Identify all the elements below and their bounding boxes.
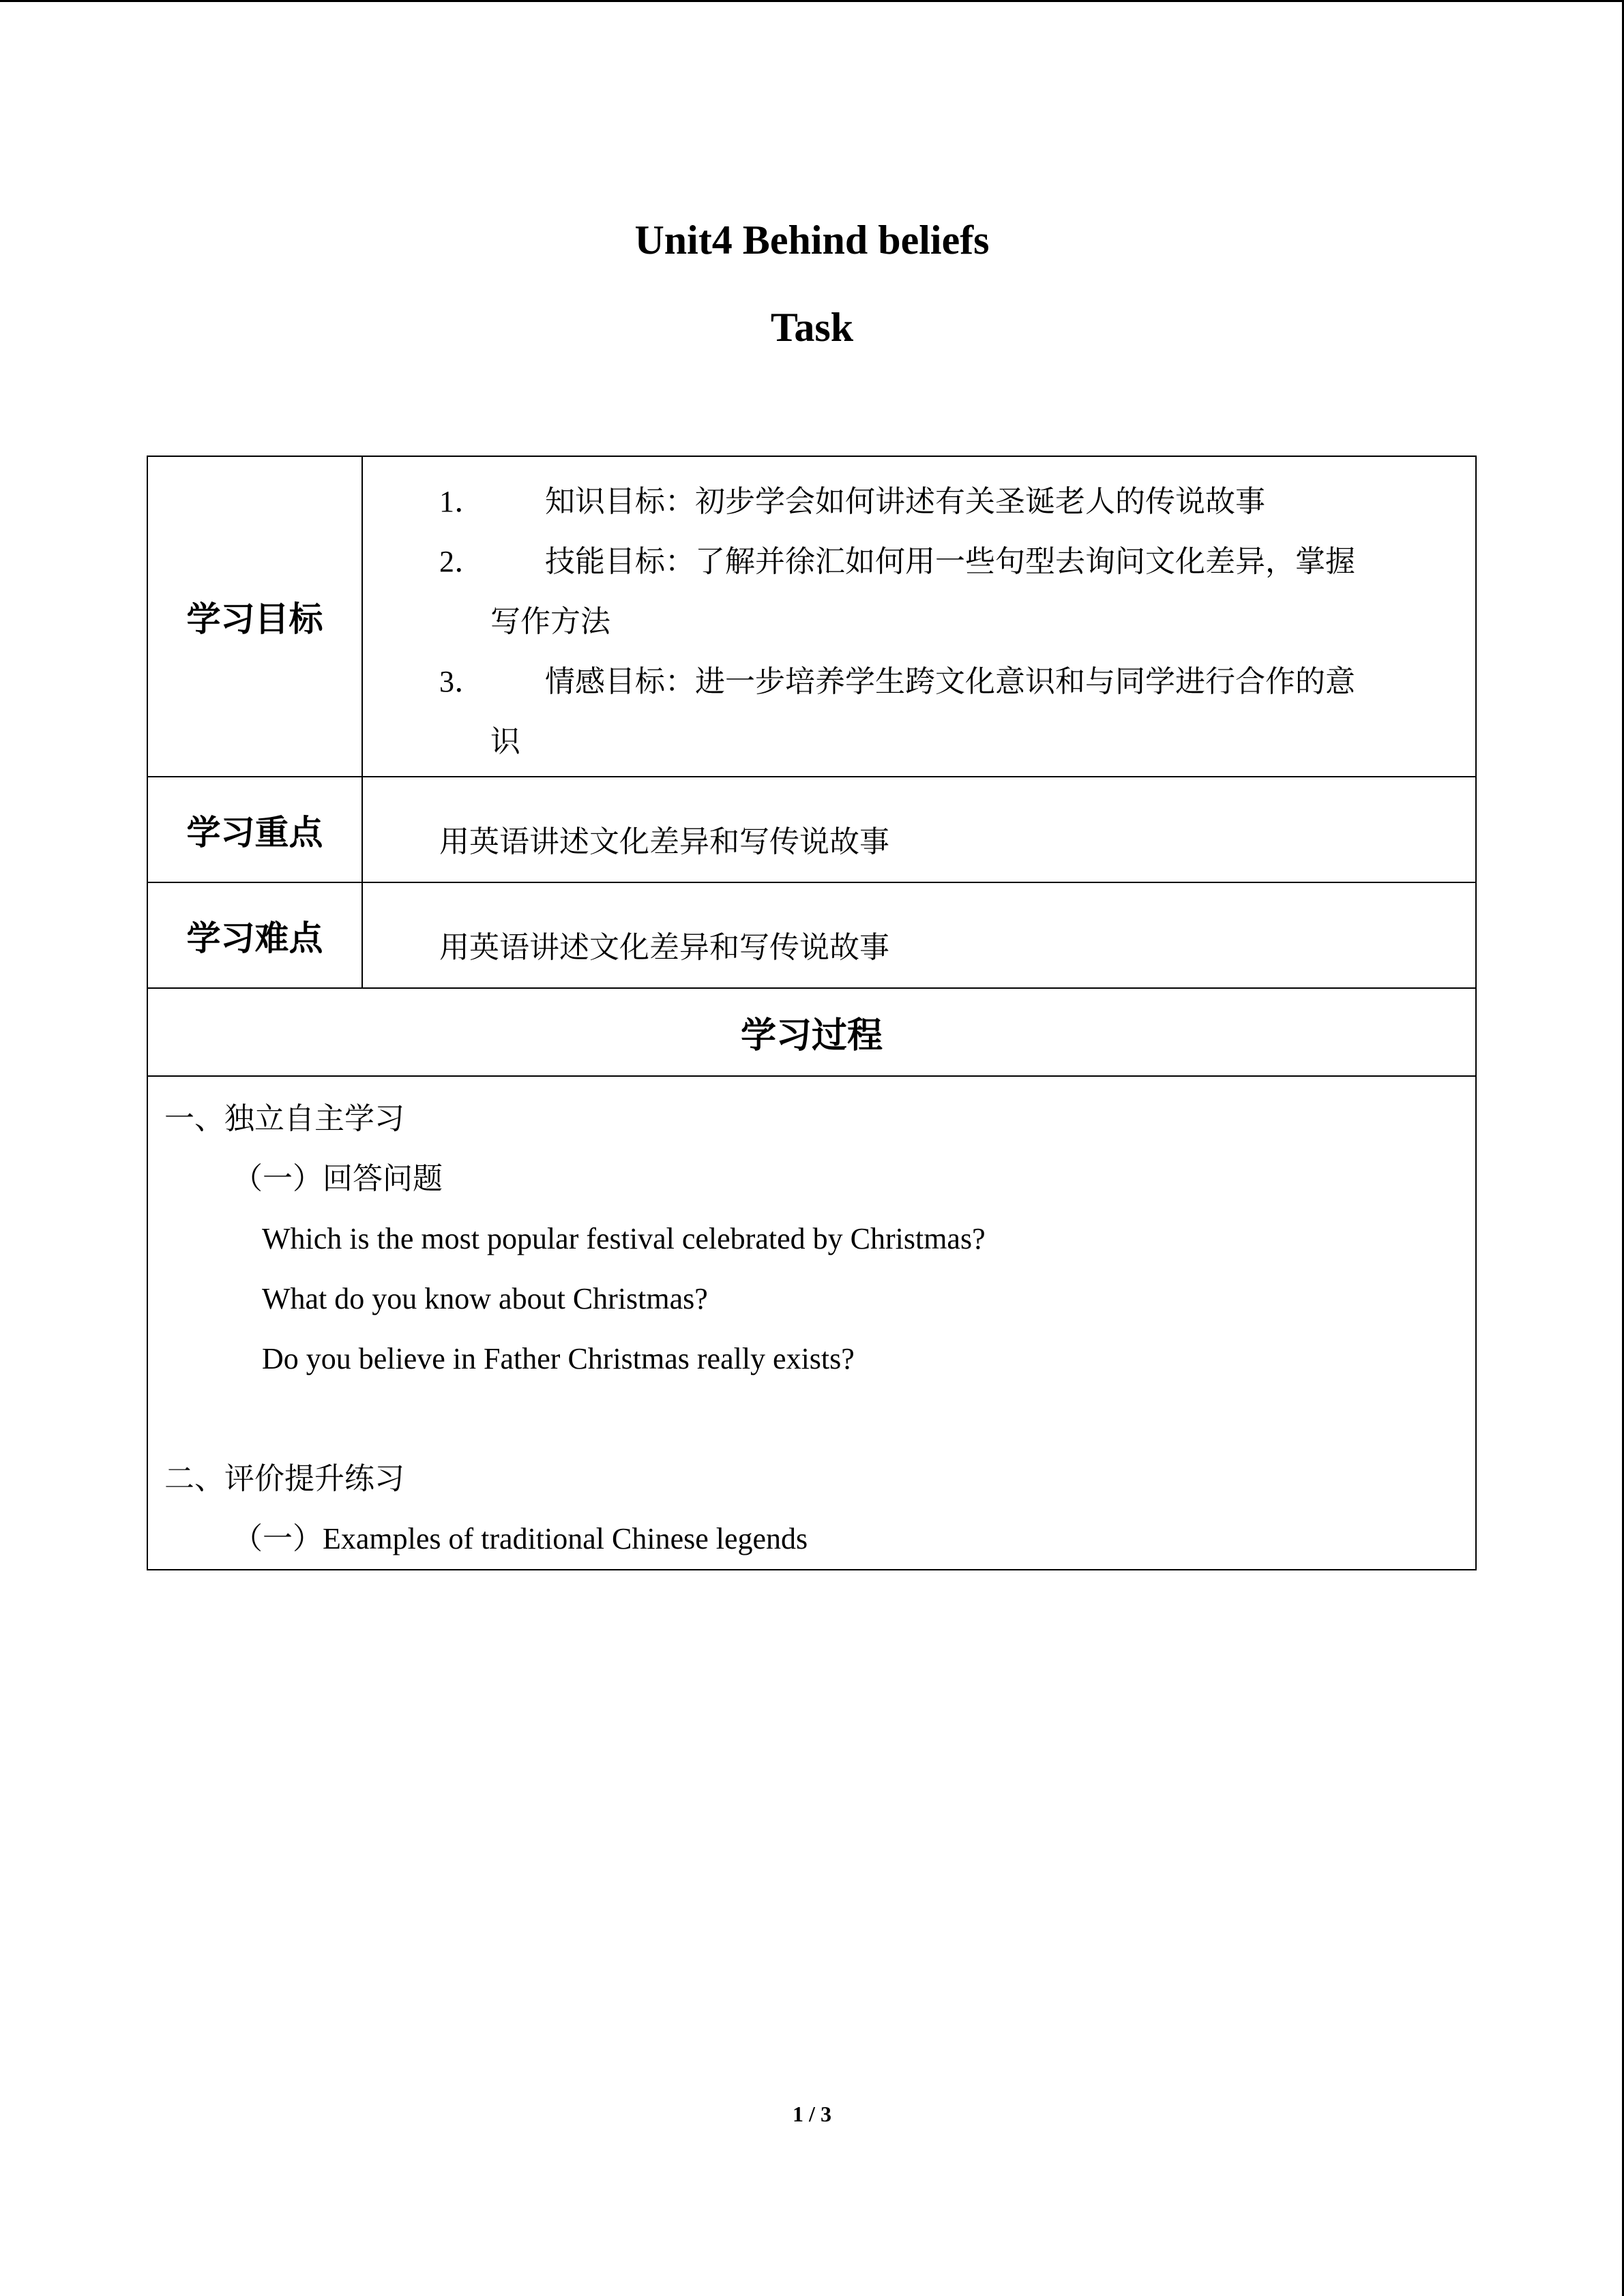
difficulty-row [147, 882, 1476, 988]
objective-item-3 [439, 652, 1434, 712]
question-item: Do you believe in Father Christmas really exists? [262, 1342, 855, 1375]
question-item: What do you know about Christmas? [262, 1282, 708, 1315]
process-body-row [147, 1076, 1476, 1570]
process-content [147, 1076, 1476, 1570]
objective-number: 2． [439, 545, 484, 578]
objective-number: 3． [439, 665, 484, 698]
subsection-heading: （一）回答问题 [233, 1162, 443, 1195]
objective-item-1 [439, 472, 1434, 532]
objective-continuation: 识 [490, 725, 520, 758]
objective-text: 情感目标：进一步培养学生跨文化意识和与同学进行合作的意 [545, 665, 1355, 698]
lesson-plan-table [147, 456, 1477, 1570]
objectives-label: 学习目标 [147, 456, 362, 777]
objective-item-2 [439, 532, 1434, 592]
focus-label: 学习重点 [147, 777, 362, 882]
process-header-row [147, 988, 1476, 1076]
document-title: Unit4 Behind beliefs [634, 218, 990, 263]
objective-text: 技能目标：了解并徐汇如何用一些句型去询问文化差异，掌握 [545, 545, 1355, 578]
difficulty-label: 学习难点 [147, 882, 362, 988]
blank-line [164, 1389, 1459, 1449]
objective-continuation: 写作方法 [490, 605, 610, 638]
objective-number: 1． [439, 485, 484, 518]
process-header: 学习过程 [147, 988, 1476, 1076]
subsection-heading: （一）Examples of traditional Chinese legends [233, 1522, 808, 1555]
objectives-content [362, 456, 1476, 777]
section-heading: 一、独立自主学习 [164, 1102, 404, 1135]
document-subtitle: Task [770, 305, 854, 350]
objective-text: 知识目标：初步学会如何讲述有关圣诞老人的传说故事 [545, 485, 1265, 518]
difficulty-content: 用英语讲述文化差异和写传说故事 [362, 882, 1476, 988]
section-heading: 二、评价提升练习 [164, 1462, 404, 1495]
question-item: Which is the most popular festival celebrated by Christmas? [262, 1222, 986, 1255]
focus-content: 用英语讲述文化差异和写传说故事 [362, 777, 1476, 882]
top-border-line [0, 0, 1624, 2]
focus-row [147, 777, 1476, 882]
objectives-row [147, 456, 1476, 777]
page-number: 1 / 3 [793, 2102, 831, 2126]
